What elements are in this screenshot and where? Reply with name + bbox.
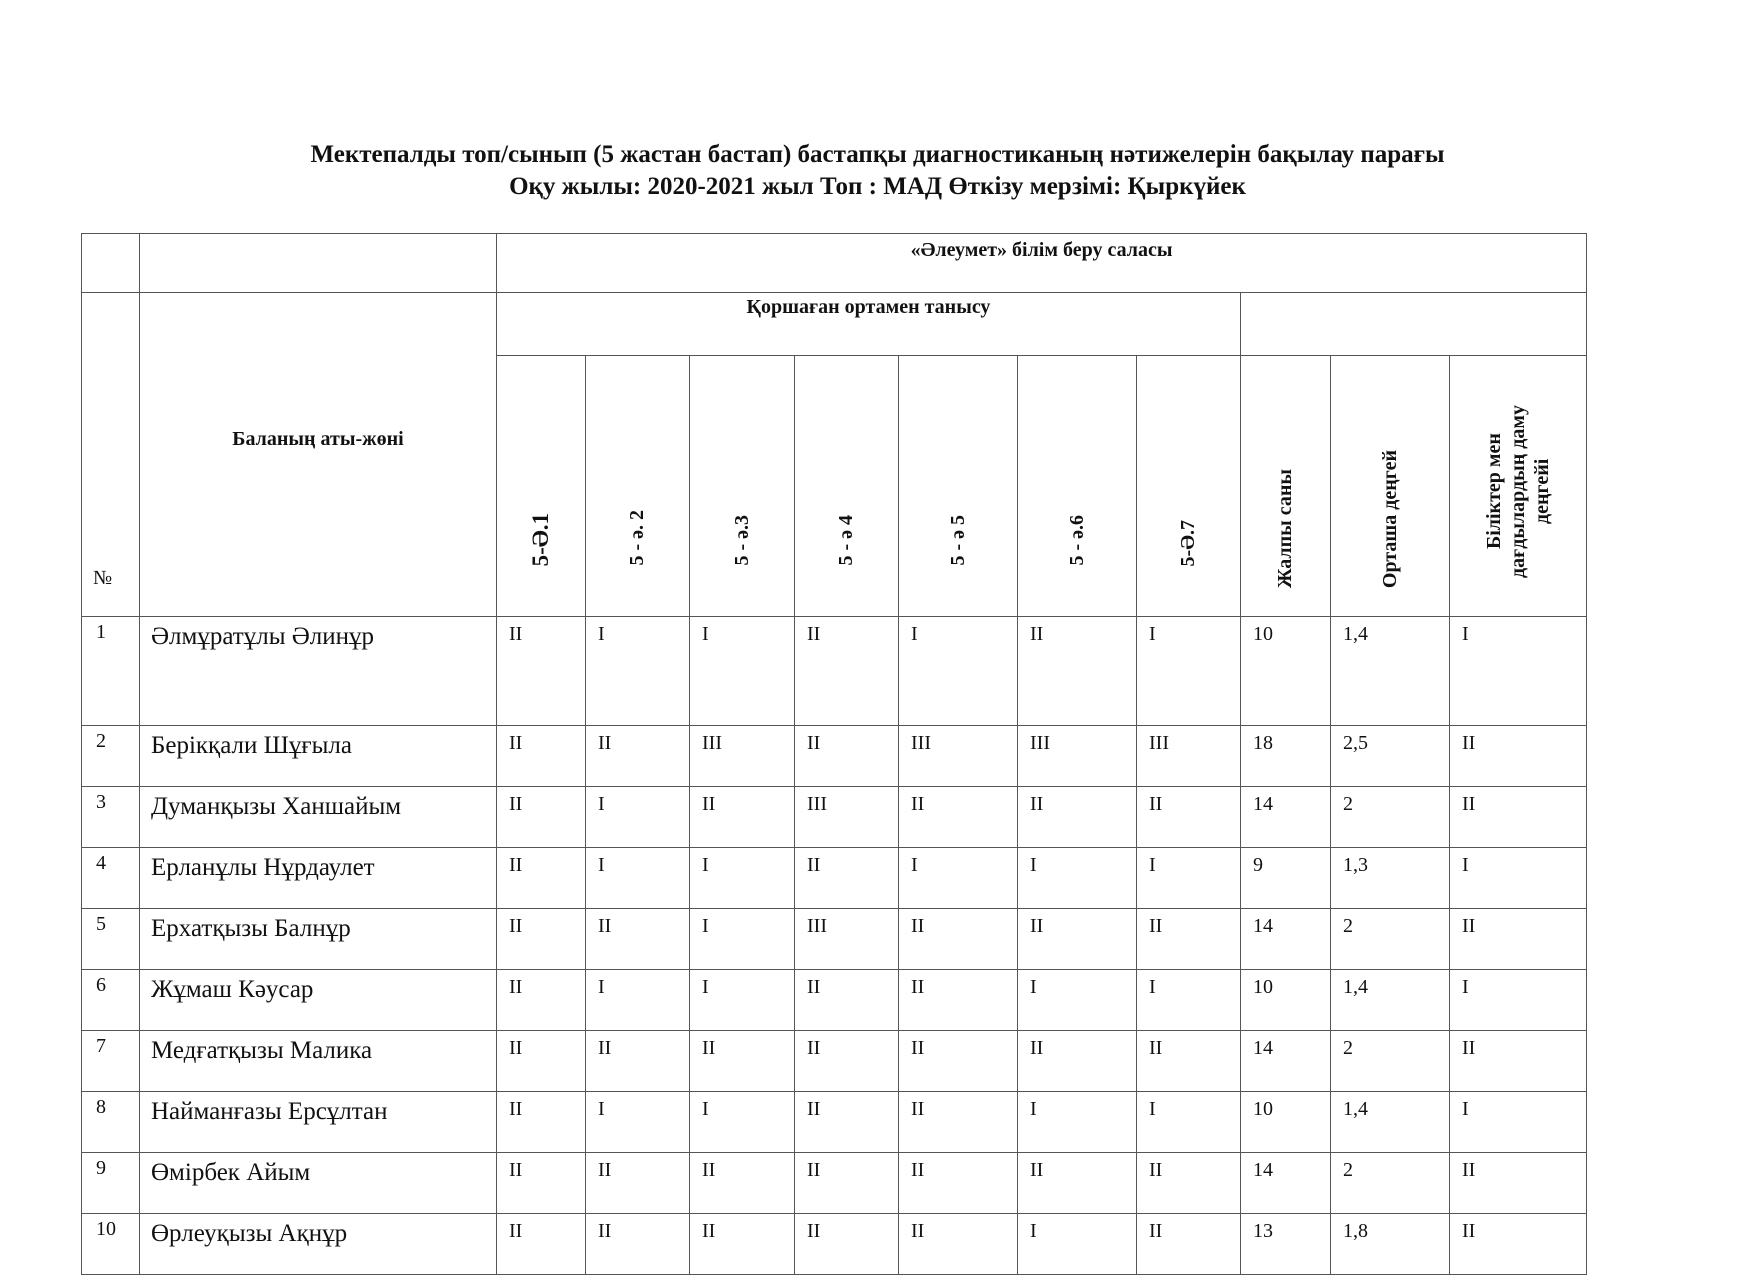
column-header-skill-2: 5 - ә. 2 xyxy=(626,510,648,566)
column-header-skill-1: 5-Ә.1 xyxy=(528,512,553,566)
total-score: 14 xyxy=(1241,1031,1331,1092)
area-header: «Әлеумет» білім беру саласы xyxy=(497,234,1587,293)
skill-level-4: II xyxy=(795,617,899,726)
development-level: II xyxy=(1450,1214,1587,1275)
skill-level-2: II xyxy=(586,1031,690,1092)
development-level: I xyxy=(1450,1092,1587,1153)
table-row xyxy=(82,970,1587,1031)
skill-level-4: II xyxy=(795,970,899,1031)
skill-level-6: I xyxy=(1018,848,1137,909)
skill-level-4: II xyxy=(795,726,899,787)
skill-level-2: I xyxy=(586,970,690,1031)
column-header-skill-7: 5-Ә.7 xyxy=(1177,519,1199,566)
skill-level-4: II xyxy=(795,1031,899,1092)
skill-level-5: II xyxy=(899,787,1018,848)
skill-level-3: I xyxy=(690,970,795,1031)
table-row xyxy=(82,617,1587,726)
skill-level-5: II xyxy=(899,909,1018,970)
skill-level-5: II xyxy=(899,1214,1018,1275)
skill-level-4: II xyxy=(795,1153,899,1214)
child-name: Берікқали Шұғыла xyxy=(140,726,497,787)
skill-level-1: II xyxy=(497,1214,586,1275)
skill-level-2: II xyxy=(586,1214,690,1275)
child-name: Өрлеуқызы Ақнұр xyxy=(140,1214,497,1275)
skill-level-1: II xyxy=(497,970,586,1031)
skill-level-5: II xyxy=(899,1031,1018,1092)
development-level: II xyxy=(1450,909,1587,970)
document-subtitle: Оқу жылы: 2020-2021 жыл Топ : МАД Өткізу мерзімі: Қыркүйек xyxy=(509,173,1246,200)
skill-level-2: II xyxy=(586,1153,690,1214)
column-header-skill-6: 5 - ә.6 xyxy=(1065,515,1088,566)
row-number: 8 xyxy=(82,1092,140,1153)
table-row xyxy=(82,726,1587,787)
skill-level-5: II xyxy=(899,1092,1018,1153)
skill-level-7: II xyxy=(1137,1214,1241,1275)
skill-level-3: II xyxy=(690,787,795,848)
development-level: I xyxy=(1450,848,1587,909)
average-level: 1,4 xyxy=(1331,617,1450,726)
skill-level-6: I xyxy=(1018,1214,1137,1275)
document-title: Мектепалды топ/сынып (5 жастан бастап) бастапқы диагностиканың нәтижелерін бақылау парағы xyxy=(310,141,1445,168)
skill-level-3: I xyxy=(690,1092,795,1153)
skill-level-7: I xyxy=(1137,617,1241,726)
child-name: Найманғазы Ерсұлтан xyxy=(140,1092,497,1153)
column-header-level: Біліктер мен дағдылардың даму деңгейі xyxy=(1483,404,1554,578)
skill-level-7: I xyxy=(1137,1092,1241,1153)
development-level: II xyxy=(1450,787,1587,848)
development-level: I xyxy=(1450,617,1587,726)
table-row xyxy=(82,1031,1587,1092)
skill-level-7: II xyxy=(1137,909,1241,970)
average-level: 2 xyxy=(1331,787,1450,848)
skill-level-1: II xyxy=(497,1031,586,1092)
development-level: II xyxy=(1450,1031,1587,1092)
skill-level-2: I xyxy=(586,617,690,726)
development-level: II xyxy=(1450,1153,1587,1214)
row-number: 9 xyxy=(82,1153,140,1214)
column-header-total: Жалпы саны xyxy=(1274,468,1296,588)
skill-level-7: II xyxy=(1137,787,1241,848)
skill-level-6: II xyxy=(1018,909,1137,970)
skill-level-1: II xyxy=(497,787,586,848)
total-score: 14 xyxy=(1241,909,1331,970)
table-row xyxy=(82,787,1587,848)
skill-level-7: I xyxy=(1137,970,1241,1031)
total-score: 10 xyxy=(1241,617,1331,726)
skill-level-5: III xyxy=(899,726,1018,787)
child-name: Ерланұлы Нұрдаулет xyxy=(140,848,497,909)
average-level: 2 xyxy=(1331,909,1450,970)
skill-level-5: II xyxy=(899,970,1018,1031)
row-number: 7 xyxy=(82,1031,140,1092)
skill-level-7: II xyxy=(1137,1153,1241,1214)
table-row xyxy=(82,909,1587,970)
skill-level-1: II xyxy=(497,848,586,909)
subarea-header: Қоршаған ортамен танысу xyxy=(497,293,1241,356)
column-header-skill-5: 5 - ә 5 xyxy=(946,515,969,566)
skill-level-4: II xyxy=(795,848,899,909)
skill-level-7: III xyxy=(1137,726,1241,787)
skill-level-2: I xyxy=(586,1092,690,1153)
column-header-average: Орташа деңгей xyxy=(1378,449,1401,588)
child-name: Жұмаш Кәусар xyxy=(140,970,497,1031)
skill-level-1: II xyxy=(497,1153,586,1214)
column-header-skill-3: 5 - ә.3 xyxy=(730,515,753,566)
average-level: 1,4 xyxy=(1331,970,1450,1031)
child-name: Думанқызы Ханшайым xyxy=(140,787,497,848)
skill-level-7: II xyxy=(1137,1031,1241,1092)
skill-level-4: II xyxy=(795,1214,899,1275)
skill-level-1: II xyxy=(497,1092,586,1153)
average-level: 1,3 xyxy=(1331,848,1450,909)
skill-level-7: I xyxy=(1137,848,1241,909)
child-name: Медғатқызы Малика xyxy=(140,1031,497,1092)
subarea-header-row xyxy=(82,293,1587,356)
row-number: 4 xyxy=(82,848,140,909)
development-level: II xyxy=(1450,726,1587,787)
total-score: 18 xyxy=(1241,726,1331,787)
skill-level-3: III xyxy=(690,726,795,787)
average-level: 1,8 xyxy=(1331,1214,1450,1275)
column-header-name: Баланың аты-жөні xyxy=(140,293,497,617)
total-score: 13 xyxy=(1241,1214,1331,1275)
skill-level-6: III xyxy=(1018,726,1137,787)
skill-level-4: III xyxy=(795,787,899,848)
skill-level-1: II xyxy=(497,617,586,726)
average-level: 2 xyxy=(1331,1153,1450,1214)
total-score: 14 xyxy=(1241,787,1331,848)
skill-level-3: I xyxy=(690,848,795,909)
skill-level-6: I xyxy=(1018,970,1137,1031)
total-score: 9 xyxy=(1241,848,1331,909)
skill-level-3: II xyxy=(690,1153,795,1214)
row-number: 5 xyxy=(82,909,140,970)
skill-level-2: I xyxy=(586,787,690,848)
skill-level-2: II xyxy=(586,909,690,970)
row-number: 6 xyxy=(82,970,140,1031)
average-level: 2 xyxy=(1331,1031,1450,1092)
row-number: 2 xyxy=(82,726,140,787)
row-number: 1 xyxy=(82,617,140,726)
skill-level-6: II xyxy=(1018,1153,1137,1214)
average-level: 2,5 xyxy=(1331,726,1450,787)
row-number: 3 xyxy=(82,787,140,848)
child-name: Әлмұратұлы Әлинұр xyxy=(140,617,497,726)
row-number: 10 xyxy=(82,1214,140,1275)
table-row xyxy=(82,848,1587,909)
skill-level-6: II xyxy=(1018,617,1137,726)
skill-level-3: I xyxy=(690,909,795,970)
skill-level-2: I xyxy=(586,848,690,909)
skill-level-1: II xyxy=(497,909,586,970)
skill-level-5: II xyxy=(899,1153,1018,1214)
skill-level-2: II xyxy=(586,726,690,787)
column-header-no: № xyxy=(82,293,140,617)
skill-level-5: I xyxy=(899,617,1018,726)
child-name: Ерхатқызы Балнұр xyxy=(140,909,497,970)
skill-level-4: II xyxy=(795,1092,899,1153)
skill-level-5: I xyxy=(899,848,1018,909)
average-level: 1,4 xyxy=(1331,1092,1450,1153)
diagnostics-table xyxy=(81,233,1587,1275)
skill-level-3: II xyxy=(690,1031,795,1092)
table-row xyxy=(82,1092,1587,1153)
column-header-skill-4: 5 - ә 4 xyxy=(835,515,857,566)
skill-level-6: II xyxy=(1018,787,1137,848)
skill-level-3: I xyxy=(690,617,795,726)
table-row xyxy=(82,1153,1587,1214)
total-score: 10 xyxy=(1241,970,1331,1031)
skill-level-3: II xyxy=(690,1214,795,1275)
total-score: 14 xyxy=(1241,1153,1331,1214)
skill-level-4: III xyxy=(795,909,899,970)
area-header-row xyxy=(82,234,1587,293)
total-score: 10 xyxy=(1241,1092,1331,1153)
skill-level-1: II xyxy=(497,726,586,787)
child-name: Өмірбек Айым xyxy=(140,1153,497,1214)
table-row xyxy=(82,1214,1587,1275)
skill-level-6: II xyxy=(1018,1031,1137,1092)
skill-level-6: I xyxy=(1018,1092,1137,1153)
development-level: I xyxy=(1450,970,1587,1031)
